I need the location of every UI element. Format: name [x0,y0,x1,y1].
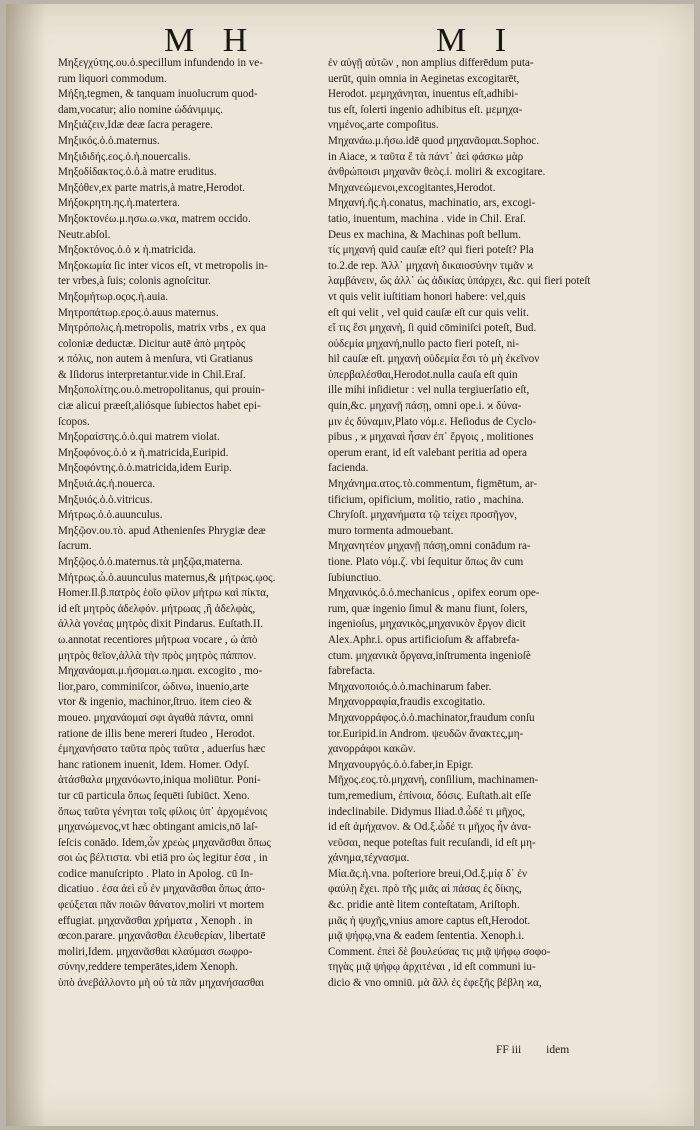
text-line: pibus , ϰ μηχαναὶ ἦσαν ἐπ᾽ ἔργοις , molitiones [328,431,534,444]
text-line: effugiat. μηχανᾶσθαι χρήματα , Xenoph . in [58,914,253,927]
text-line: rum, quæ ingenio ſimul & manu fiunt, ſolers, [328,602,528,615]
text-line: fabrefacta. [328,665,376,678]
text-line: ter vrbes,à ſuis; colonis agnoſcitur. [58,275,211,288]
text-line: tione. Plato νόμ.ζ. vbi ſequitur ὅπως ἂν cum [328,556,524,568]
text-line: tatio, inuentum, machina . vide in Chil. Eraſ. [328,212,526,225]
text-line: eſt qui velit , vel quid cauſæ eſt cur quis velit. [328,306,529,319]
text-line: σύνην,reddere temperātes,idem Xenoph. [58,961,238,974]
text-line: quin,&c. μηχανῇ πάσῃ, omni ope.i. ϰ δύνα- [328,400,522,413]
page-footer [496,1044,591,1056]
text-line: Μηχανορράφος.ὁ.ὁ.machinator,fraudum conſu [328,711,535,724]
catchword: idem [546,1044,570,1056]
text-line: Μηχανάομαι.μ.ήσομαι.ω.ημαι. excogito , mo- [58,665,263,678]
text-line: indeclinabile. Didymus Iliad.ϑ.ὦδέ τι μῆχος, [328,805,525,818]
text-line: Μηχανουργός.ὁ.ὁ.faber,in Epigr. [328,758,474,771]
text-line: μιν ἐς δύναμιν,Plato νόμ.ε. Heſiodus de Cyclo- [328,415,537,428]
gutter-shadow [6,4,46,1126]
text-line: &c. pridie antè litem conteſtatam, Ariſtoph. [328,899,520,912]
text-line: Μηχανοποιός.ὁ.ὁ.machinarum faber. [328,680,492,693]
text-line: Μηξοδίδακτος.ὁ.ὁ.à matre eruditus. [58,166,217,179]
text-line: Chryſoſt. μηχανήματα τῷ τείχει προσῆγον, [328,509,518,522]
text-line: ὑπὸ ἀνεβάλλοντο μὴ οὐ τὰ πᾶν μηχανήσασθαι [58,977,264,990]
header-left: M H [164,22,258,59]
text-line: dicio & vno omniū. μὰ ἂλλ ἐς ἐφεξῆς βέβλη ϰα, [328,977,542,990]
text-line: χάνημα,τέχνασμα. [328,852,410,865]
text-line: Μηξοπολίτης.ου.ὁ.metropolitanus, qui prouin- [58,384,265,397]
text-line: Μήξη,tegmen, & tanquam inuolucrum quod- [58,88,258,101]
text-line: in Aiace, ϰ ταῦτα ἔ τὰ πάντ᾽ ἀεὶ φάσκω μὰρ [328,150,524,163]
text-line: tur cū particula ὅπως ſequēti ſubiūct. Xeno. [58,789,250,802]
text-line: χανορράφοι κακῶν. [328,743,416,756]
text-line: Herodot. μεμηχάνηται, inuentus eſt,adhibi- [328,88,519,101]
text-line: Neutr.abſol. [58,228,111,241]
text-line: ſeſcis conādo. Idem,ὧν χρεὼς μηχανᾶσθαι ὅπως [58,836,271,849]
text-line: Μηξῷον.ου.τὸ. apud Athenienſes Phrygiæ deæ [58,524,266,537]
text-line: hanc rationem inuenit, Idem. Homer. Odyſ. [58,758,250,771]
text-line: moueo. μηχανάομαί σφι ἀγαθὰ πάντα, omni [58,711,254,724]
page [6,4,694,1126]
text-line: Μήτρως.ὁ.ὁ.auunculus. [58,509,163,522]
text-line: Μηξυιά.ἁς.ἡ.nouerca. [58,478,156,491]
text-line: Μηχανητέον μηχανῇ πάσῃ,omni conādum ra- [328,540,531,553]
text-line: Deus ex machina, & Machinas poſt bellum. [328,228,521,241]
text-line: œcon.parare. μηχανᾶσθαι ἐλευθερίαν, libertatē [58,930,266,943]
text-line: tificium, opificium, molitio, ratio , machina. [328,493,524,506]
text-line: Μηχανικός.ὁ.ὁ.mechanicus , opifex eorum ope- [328,587,540,600]
text-line: to.2.de rep. Ἀλλ᾽ μηχανὴ δικαιοσύνην τιμᾶν ϰ [328,259,534,272]
text-line: Μηχανή.ῆς.ἡ.conatus, machinatio, ars, excogi- [328,197,536,210]
right-column [328,56,600,992]
text-line: ἀλλὰ γονέας μητρὸς dixit Pindarus. Euſtath.II. [58,618,264,631]
left-column [58,56,326,992]
text-line: ille mihi inſidietur : vel nulla tergiuerſatio eſt, [328,384,530,397]
text-line: Μηξόθεν,ex parte matris,à matre,Herodot. [58,181,246,194]
text-line: Μήτρως.ὦ.ὁ.auunculus maternus,& μήτρως.ῳος. [58,571,276,584]
text-line: μητρὸς θεῖον,ἀλλὰ τὴν πρὸς μητρὸς πάππον. [58,649,257,662]
text-line: ἀνθρώποισι μηχανᾶν θεὸς.i. moliri & excogitare. [328,166,546,179]
text-line: uerūt, quin omnia in Aeginetas excogitarēt, [328,72,520,85]
text-line: id eſt ἀμήχανον. & Od.ξ.ὦδέ τι μῆχος ἦν ἀνα- [328,821,532,834]
signature-mark: FF iii [496,1044,522,1056]
text-line: & Iſidorus interpretantur.vide in Chil.Eraſ. [58,368,246,381]
text-line: λαμβάνειν, ὥς ἀλλ᾽ ὡς ἀδικίας ὑπάρχει, &c. qui fieri poteſt [328,275,591,288]
text-line: Μηξικός.ὁ.ὁ.maternus. [58,134,160,147]
text-line: ὑπερβαλέσθαι,Herodot.nulla cauſa eſt quin [328,368,518,381]
text-line: Μηξεγχύτης.ου.ὁ.specillum infundendo in ve- [58,57,263,69]
text-line: ϰ πόλις, non autem à menſura, vti Gratianus [58,353,253,366]
text-line: Μηξοραίστης.ὁ.ὁ.qui matrem violat. [58,431,220,444]
text-line: ingenioſus, μηχανικὸς,μηχανικὸν ἔργον dicit [328,618,526,631]
text-line: Μηχάνημα.ατος.τὸ.commentum, figmētum, ar- [328,478,538,491]
text-line: codice manuſcripto . Plato in Apolog. cū In- [58,867,254,880]
text-line: Homer.Il.β.πατρὸς ἑοῖο φίλον μήτρω καὶ πίκτα, [58,587,269,600]
text-line: μιᾶς ἡ ψυχῆς,vnius amore captus eſt,Herodot. [328,914,531,927]
text-line: vt quis velit iuſtitiam honori habere: vel,quis [328,290,526,303]
text-line: Μία.ᾶς.ἡ.vna. poſteriore breui,Od.ξ.μίᾳ δ᾽ ἐν [328,867,527,880]
text-line: coloniæ deductæ. Dicitur autē ἀπὸ μητρὸς [58,337,246,350]
text-line: Μηξοφόνος.ὁ.ὁ ϰ ἡ.matricida,Euripid. [58,446,229,459]
text-line: μηχανώμενος,vt hæc obtingant amicis,nō laſ- [58,821,259,834]
header-right: M I [436,22,517,59]
text-line: ciæ alicui præeſt,aliósque ſubiectos habet epi- [58,400,261,413]
text-line: οὐδεμία μηχανή,nullo pacto fieri poteſt, ni- [328,337,520,350]
text-line: hil cauſæ eſt. μηχανὴ οὐδεμία ἔσι τὸ μὴ ἐκεῖνον [328,353,540,366]
text-line: τίς μηχανή quid cauſæ eſt? qui fieri poteſt? Pla [328,244,534,257]
text-line: Μηξιδιδής.εος.ὁ.ἡ.nouercalis. [58,150,191,163]
text-line: tus eſt, ſolerti ingenio adhibitus eſt. μεμηχα- [328,103,523,116]
text-line: Μητρόπολις.ἡ.metropolis, matrix vrbs , ex qua [58,322,266,335]
text-line: dam,vocatur; alio nomine ὠδάνιμιμς. [58,103,223,116]
text-line: ὅπως ταῦτα γένηται τοῖς φίλοις ὑπ᾽ ἀρχομένοις [58,805,268,818]
text-line: Μηξιάζειν,Idæ deæ ſacra peragere. [58,119,213,132]
text-line: Μήξοκρητη.ης.ἡ.matertera. [58,197,180,210]
text-line: rum liquori commodum. [58,72,167,85]
text-line: ratione de illis bene mereri ſtudeo , Herodot. [58,727,255,740]
text-line: muro tormenta admouebant. [328,524,454,537]
text-line: Μηξοκτονέω.μ.ησω.ω.νκα, matrem occido. [58,212,251,225]
text-line: ἐν αὐγῇ αὐτῶν , non amplius differēdum puta- [328,57,534,69]
text-line: τηγὰς μιᾷ ψήφῳ ἀρχιτέναι , id eſt communi iu- [328,961,536,974]
text-line: ſacrum. [58,540,92,553]
text-line: Μηχανεώμενοι,excogitantes,Herodot. [328,181,496,194]
text-line: φεύξεται πᾶν ποιῶν θάνατον,moliri vt mortem [58,899,265,912]
text-line: lior,paro, comminiſcor, ώδινω, inuenio,arte [58,680,249,693]
text-line: Comment. ἐπεὶ δὲ βουλεύσας τις μιᾷ ψήφῳ σοφο- [328,945,551,958]
text-line: νημένος,arte compoſitus. [328,119,439,132]
text-line: σοι ὡς βέλτιστα. vbi etiā pro ὡς legitur ἐσα , in [58,852,268,865]
text-line: dicatiuo . ἐσα ἀεὶ εὖ ἐν μηχανᾶσθαι ὅπως ἀπο- [58,883,266,896]
text-line: operum erant, id eſt valebant peritia ad opera [328,446,527,459]
text-line: ſcopos. [58,415,90,428]
text-line: id eſt μητρὸς ἀδελφόν. μήτρωας ,ἢ ἀδελφὰς, [58,602,256,615]
text-line: Μηξομήτωρ.οςος.ἡ.auia. [58,290,169,303]
text-line: tum,remedium, ἐπίνοια, δόσις. Euſtath.ait eſſe [328,789,532,802]
text-line: Μῆχος.εος.τὸ.μηχανή, conſilium, machinamen- [328,774,539,787]
text-line: εἴ τις ἔσι μηχανὴ, ſi quid cōminiſci poteſt, Bud. [328,322,537,335]
text-line: ſubiunctiuo. [328,571,382,584]
text-line: Μηχανορραφία,fraudis excogitatio. [328,696,486,709]
text-line: Μηξοκωμία ſic inter vicos eſt, vt metropolis in- [58,259,268,272]
text-line: Μηχανάω.μ.ήσω.idē quod μηχανᾶομαι.Sophoc. [328,134,540,147]
text-line: ἀτάσθαλα μηχανόωντο,iniqua moliūtur. Poni- [58,774,261,787]
text-line: ω.annotat recentiores μήτρωα vocare , ὡ ἀπὸ [58,633,258,646]
text-line: φαύλῃ ἔχει. πρὸ τῆς μιᾶς αἱ πάσας ἐς δίκης, [328,883,522,896]
text-line: Μηξῷος.ὁ.ὁ.maternus.τὰ μηξῷα,materna. [58,556,243,568]
text-line: Alex.Aphr.i. opus artificioſum & affabrefa- [328,633,520,646]
text-line: vtor & ingenio, machinor,ſtruo. item cieo & [58,696,252,709]
text-line: Μητροπάτωρ.ερος.ὁ.auus maternus. [58,306,219,319]
text-line: moliri,Idem. μηχανᾶσθαι κλαύμασι σωφρο- [58,945,253,958]
text-line: νεῦσαι, neque poteſtas fuit recuſandi, id eſt μη- [328,836,536,849]
text-line: Μηξοκτόνος.ὁ.ὁ ϰ ἡ.matricida. [58,244,196,257]
text-line: facienda. [328,462,369,475]
text-line: μιᾷ ψήφῳ,vna & eadem ſententia. Xenoph.i. [328,930,525,943]
text-line: tor.Euripid.in Androm. ψευδῶν ἄνακτες,μη- [328,727,524,740]
text-line: ctum. μηχανικὰ ὄργανα,inſtrumenta ingenioſè [328,649,531,662]
text-line: Μηξυιός.ὁ.ὁ.vitricus. [58,493,153,506]
text-line: ἐμηχανήσατο ταῦτα πρὸς ταῦτα , aduerſus hæc [58,743,266,756]
text-line: Μηξοφόντης.ὁ.ὁ.matricida,idem Eurip. [58,462,232,475]
